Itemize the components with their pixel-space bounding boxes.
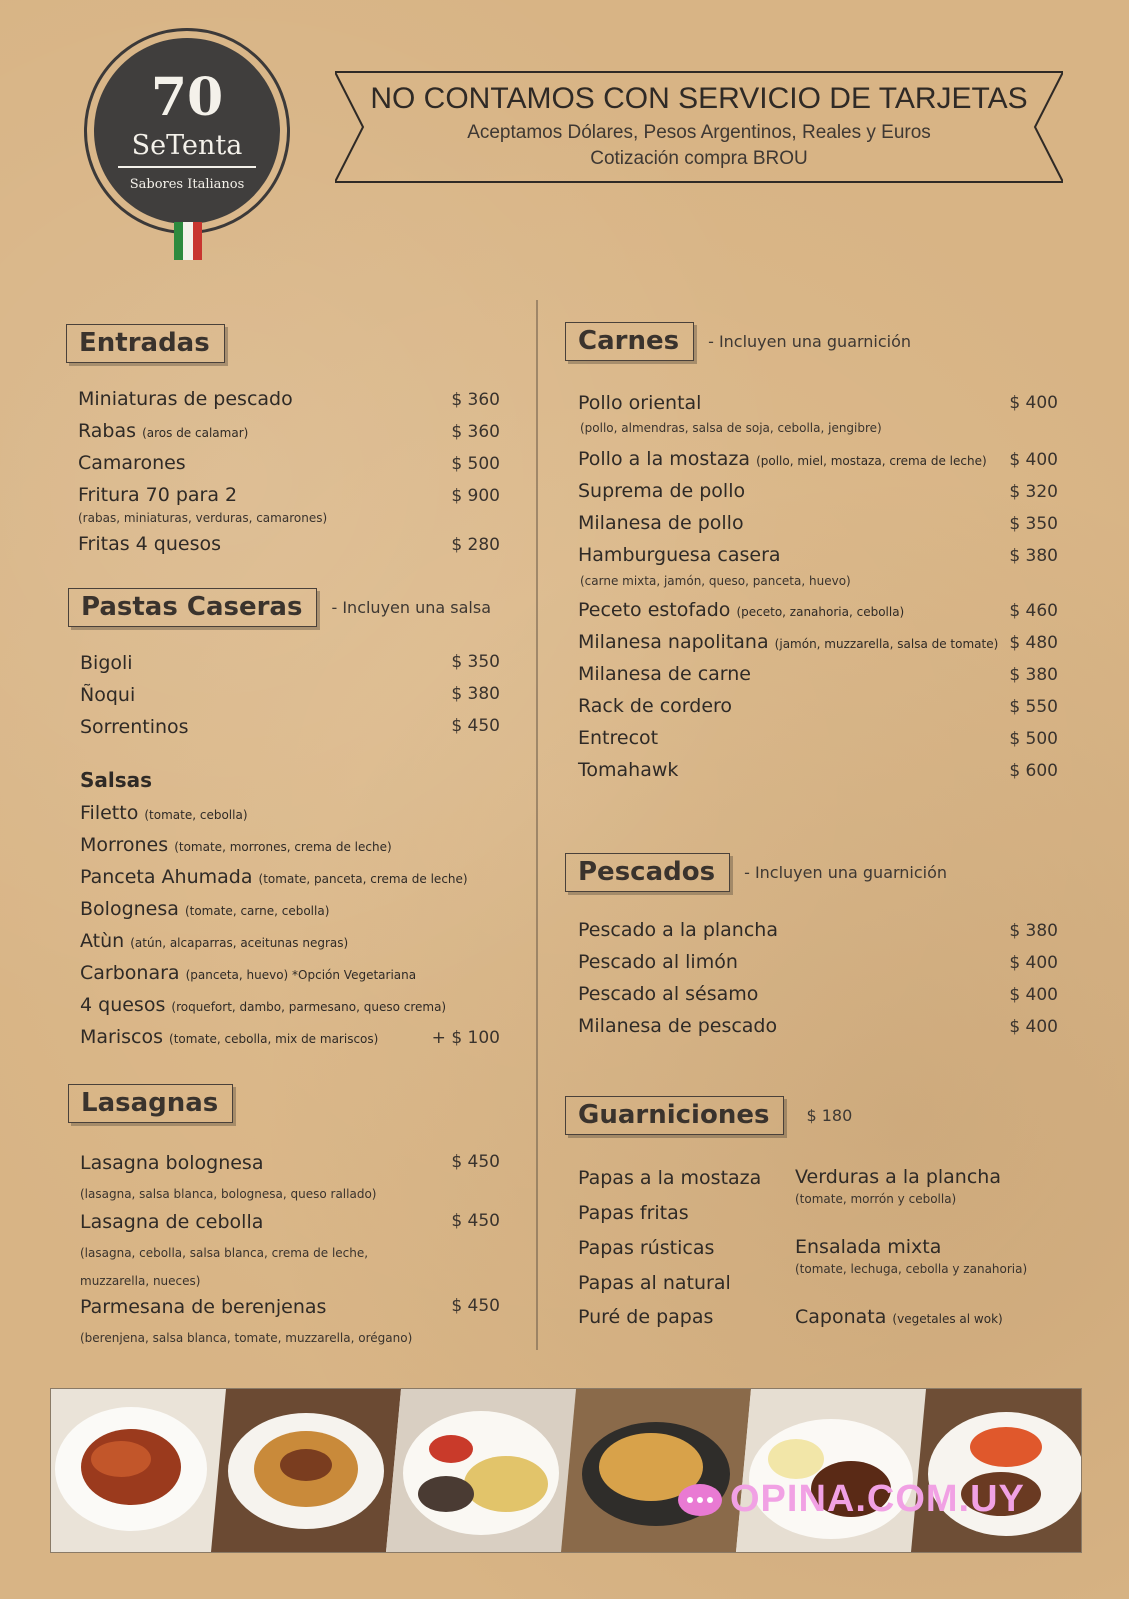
menu-item: Suprema de pollo	[578, 480, 746, 502]
menu-item-price: $ 360	[451, 390, 500, 410]
sauce-item: Carbonara (panceta, huevo) *Opción Vegetariana	[80, 962, 417, 984]
section-title: Guarniciones	[565, 1096, 784, 1135]
menu-item: Ñoqui	[80, 684, 136, 706]
salsas-title: Salsas	[80, 768, 153, 792]
section-price: $ 180	[806, 1106, 853, 1125]
side-item-description: (tomate, lechuga, cebolla y zanahoria)	[795, 1262, 1028, 1276]
menu-item: Milanesa napolitana (jamón, muzzarella, salsa de tomate)	[578, 631, 999, 653]
side-item: Papas al natural	[578, 1272, 731, 1294]
menu-item-description: (rabas, miniaturas, verduras, camarones)	[78, 511, 328, 525]
menu-item-price: $ 550	[1009, 697, 1058, 717]
menu-item-price: $ 350	[451, 652, 500, 672]
menu-item-price: $ 500	[451, 454, 500, 474]
menu-item: Miniaturas de pescado	[78, 388, 293, 410]
section-pescados-header	[565, 853, 947, 892]
menu-item: Milanesa de pescado	[578, 1015, 778, 1037]
menu-item: Rack de cordero	[578, 695, 733, 717]
menu-item-price: $ 380	[1009, 665, 1058, 685]
column-divider	[536, 300, 538, 1350]
menu-item-description: muzzarella, nueces)	[80, 1274, 201, 1288]
menu-item-price: $ 380	[1009, 921, 1058, 941]
section-note: - Incluyen una guarnición	[708, 332, 912, 351]
sauce-item: Atùn (atún, alcaparras, aceitunas negras)	[80, 930, 349, 952]
chat-bubble-icon	[678, 1484, 722, 1516]
menu-item: Lasagna bolognesa	[80, 1152, 264, 1174]
side-item: Papas rústicas	[578, 1237, 715, 1259]
menu-item: Sorrentinos	[80, 716, 189, 738]
sauce-item: Filetto (tomate, cebolla)	[80, 802, 248, 824]
section-title: Entradas	[66, 324, 225, 363]
menu-item: Pollo a la mostaza (pollo, miel, mostaza, crema de leche)	[578, 448, 987, 470]
menu-item-price: $ 400	[1009, 1017, 1058, 1037]
logo-tagline: Sabores Italianos	[129, 177, 245, 192]
food-photos	[51, 1389, 1081, 1552]
section-title: Lasagnas	[68, 1084, 233, 1123]
menu-item-price: $ 280	[451, 535, 500, 555]
sauce-item: Mariscos (tomate, cebolla, mix de mariscos)	[80, 1026, 379, 1048]
menu-item-price: $ 450	[451, 1296, 500, 1316]
menu-item: Pescado a la plancha	[578, 919, 778, 941]
section-note: - Incluyen una salsa	[331, 598, 492, 617]
side-item: Verduras a la plancha	[795, 1166, 1001, 1188]
opina-watermark	[678, 1478, 1025, 1521]
menu-item: Rabas (aros de calamar)	[78, 420, 249, 442]
menu-item-price: $ 480	[1009, 633, 1058, 653]
menu-item-price: $ 600	[1009, 761, 1058, 781]
section-carnes-header	[565, 322, 911, 361]
menu-item-price: $ 400	[1009, 953, 1058, 973]
section-title: Pescados	[565, 853, 730, 892]
menu-item-price: $ 400	[1009, 393, 1058, 413]
menu-item-description: (berenjena, salsa blanca, tomate, muzzarella, orégano)	[80, 1331, 413, 1345]
menu-item: Entrecot	[578, 727, 659, 749]
sauce-item: Bolognesa (tomate, carne, cebolla)	[80, 898, 330, 920]
section-lasagnas-header	[68, 1084, 233, 1123]
menu-item-price: $ 380	[1009, 546, 1058, 566]
section-guarniciones-header	[565, 1096, 852, 1135]
menu-item: Pollo oriental	[578, 392, 702, 414]
logo-number: 70	[150, 67, 224, 128]
menu-item: Bigoli	[80, 652, 133, 674]
menu-item: Milanesa de carne	[578, 663, 751, 685]
menu-item-price: $ 450	[451, 1211, 500, 1231]
side-item: Ensalada mixta	[795, 1236, 942, 1258]
italian-flag-icon	[174, 222, 202, 260]
menu-item: Tomahawk	[578, 759, 679, 781]
menu-item: Parmesana de berenjenas	[80, 1296, 327, 1318]
logo-divider	[118, 166, 256, 168]
menu-item: Fritura 70 para 2	[78, 484, 238, 506]
sauce-item: Panceta Ahumada (tomate, panceta, crema de leche)	[80, 866, 468, 888]
banner-exchange-rate: Cotización compra BROU	[590, 148, 808, 169]
section-pastas-header	[68, 588, 491, 627]
menu-item: Milanesa de pollo	[578, 512, 744, 534]
section-title: Pastas Caseras	[68, 588, 317, 627]
banner-currencies: Aceptamos Dólares, Pesos Argentinos, Reales y Euros	[467, 122, 931, 143]
menu-item-price: $ 350	[1009, 514, 1058, 534]
menu-item-price: $ 450	[451, 716, 500, 736]
menu-item-price: $ 400	[1009, 450, 1058, 470]
watermark-text: OPINA.COM.UY	[730, 1478, 1025, 1520]
menu-item-price: $ 900	[451, 486, 500, 506]
section-note: - Incluyen una guarnición	[744, 863, 948, 882]
menu-item: Hamburguesa casera	[578, 544, 781, 566]
menu-item-description: (pollo, almendras, salsa de soja, cebolla, jengibre)	[580, 421, 882, 435]
menu-item-description: (lasagna, salsa blanca, bolognesa, queso rallado)	[80, 1187, 377, 1201]
menu-item-price: $ 460	[1009, 601, 1058, 621]
menu-item-description: (lasagna, cebolla, salsa blanca, crema de leche,	[80, 1246, 369, 1260]
section-entradas-header	[66, 324, 225, 363]
side-item: Papas fritas	[578, 1202, 689, 1224]
menu-item-price: $ 400	[1009, 985, 1058, 1005]
side-item-description: (tomate, morrón y cebolla)	[795, 1192, 957, 1206]
side-item: Papas a la mostaza	[578, 1167, 762, 1189]
banner-title: NO CONTAMOS CON SERVICIO DE TARJETAS	[370, 82, 1028, 115]
menu-item: Peceto estofado (peceto, zanahoria, cebolla)	[578, 599, 905, 621]
payment-banner	[335, 70, 1063, 184]
logo-name: SeTenta	[131, 130, 243, 161]
sauce-item: 4 quesos (roquefort, dambo, parmesano, queso crema)	[80, 994, 447, 1016]
menu-item: Fritas 4 quesos	[78, 533, 222, 555]
menu-item: Pescado al sésamo	[578, 983, 759, 1005]
menu-item: Pescado al limón	[578, 951, 738, 973]
menu-item-price: $ 450	[451, 1152, 500, 1172]
section-title: Carnes	[565, 322, 694, 361]
menu-item-price: $ 380	[451, 684, 500, 704]
sauce-item: Morrones (tomate, morrones, crema de leche)	[80, 834, 392, 856]
side-item: Caponata (vegetales al wok)	[795, 1306, 1003, 1328]
menu-item-price: $ 320	[1009, 482, 1058, 502]
food-photo-strip	[50, 1388, 1082, 1553]
menu-item-price: $ 360	[451, 422, 500, 442]
menu-item-description: (carne mixta, jamón, queso, panceta, huevo)	[580, 574, 851, 588]
sauce-extra-price: + $ 100	[431, 1028, 500, 1048]
menu-item: Camarones	[78, 452, 186, 474]
menu-item: Lasagna de cebolla	[80, 1211, 264, 1233]
menu-item-price: $ 500	[1009, 729, 1058, 749]
side-item: Puré de papas	[578, 1306, 714, 1328]
restaurant-logo	[84, 28, 290, 234]
